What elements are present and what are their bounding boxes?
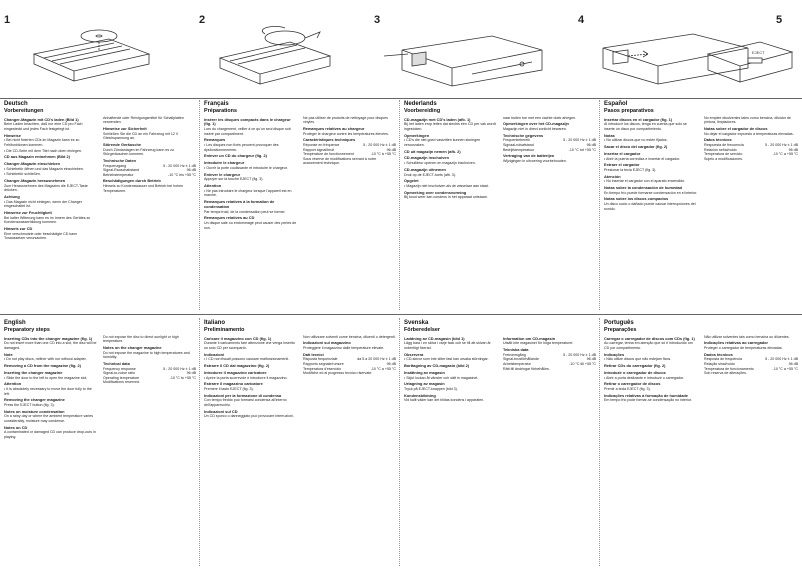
section-english [4, 320, 196, 566]
subheading: Changer-Magazin mit CD's laden (Bild 1) [4, 116, 79, 122]
spec-key: Betriebstemperatur [103, 172, 134, 177]
spec-key: Temperatura d'esercizio [303, 366, 342, 371]
spec-value: 96 dB [586, 142, 596, 147]
spec-value: 96 dB [186, 371, 196, 376]
paragraph: • CD's die niet goed vastzitten kunnen storingen veroorzaken. [404, 138, 481, 147]
paragraph: Rätt till ändringar förbehålles. [503, 366, 550, 371]
subheading: Enlever le chargeur [204, 171, 241, 177]
subheading: Indicazioni sul CD [204, 408, 238, 414]
subheading: Insättning av magasin [404, 369, 445, 375]
spec-value: -10 °C tot +55 °C [568, 147, 596, 152]
paragraph: Modifications reserved. [103, 380, 140, 385]
spec-value: 96 dB [186, 168, 196, 173]
subheading: CD aus Magazin entnehmen (Bild 2) [4, 154, 70, 160]
spec-value: 96 dB [788, 361, 798, 366]
subheading: Opgelet [404, 178, 419, 184]
spec-value: 96 dB [586, 357, 596, 362]
step-number: 3 [374, 14, 381, 26]
section-svenska [404, 320, 596, 566]
section-portugues [604, 320, 798, 566]
spec-value: -10 °C to +55 °C [169, 375, 196, 380]
spec-key: Relação sinal/ruído [704, 361, 735, 366]
paragraph: Par temps froid, de la condensation peut se former. [204, 209, 286, 214]
text-column [604, 335, 698, 404]
text-column [204, 335, 297, 420]
step-number: 5 [776, 14, 783, 26]
text-column [704, 116, 798, 213]
language-title: Svenska [404, 320, 429, 326]
paragraph: • Ouvrir la porte coulissante et introduire le chargeur. [204, 165, 288, 170]
paragraph: Con tempo freddo può formarsi condensa all'interno dell'apparecchio. [204, 398, 287, 407]
subheading: Sacar el disco del cargador (fig. 2) [604, 143, 668, 149]
paragraph: • I CD non fissati possono causare malfunzionamenti. [204, 357, 290, 362]
subheading: Introduire le chargeur [204, 160, 245, 166]
language-title: Español [604, 101, 628, 107]
paragraph: Non utilizzare solventi come benzina, diluenti o detergenti. [303, 334, 396, 339]
subheading: Störende Geräusche [103, 141, 142, 147]
spec-value: -10 °C bis +55 °C [168, 172, 196, 177]
paragraph: • Abrir la puerta corrediza e insertar el cargador. [604, 156, 681, 161]
eject-label: EJECT [752, 50, 765, 55]
spec-key: Frequentiebereik [503, 138, 530, 143]
text-column [704, 335, 798, 404]
subheading: Notas [604, 132, 615, 138]
subheading: Dados técnicos [704, 351, 733, 357]
subheading: Insertar el cargador [604, 150, 641, 156]
subheading: Remarques relatives à la formation de condensation [204, 198, 275, 209]
top-divider [0, 98, 802, 99]
spec-key: Bedrijfstemperatuur [503, 147, 535, 152]
spec-value: -10 °C a +55 °C [772, 366, 798, 371]
paragraph: Durante il caricamento fare attenzione che venga inserito un solo CD per scomparto. [204, 341, 295, 350]
paragraph: Do not insert more than one CD into a slot, the disc will be damaged. [4, 341, 97, 350]
spec-row [103, 173, 196, 178]
spec-key: Respuesta de frecuencia [704, 142, 744, 147]
subheading: Hinweis zur CD [4, 225, 33, 231]
subheading: Attention [4, 381, 22, 387]
spec-value: da 5 a 20 000 Hz ± 1 dB [357, 357, 396, 362]
paragraph: A contaminated or damaged CD can produce drop-outs in playing. [4, 430, 96, 439]
spec-value: 96 dB [386, 361, 396, 366]
paragraph: Tryck på EJECT-knappen (bild 3). [404, 386, 458, 391]
paragraph: • Die CD-Seite mit dem Titel nach oben einlegen. [4, 148, 82, 153]
paragraph: Eine verschmutzte oder beschädigte CD kann Tonaussetzer verursachen. [4, 231, 78, 241]
magazine-load-illustration [14, 24, 164, 90]
subheading: Kondensbildning [404, 392, 436, 398]
section-subtitle: Pasos preparativos [604, 107, 654, 114]
section-espanol [604, 101, 798, 311]
paragraph: Beim Laden beachten, daß nur eine CD pro Fach eingesteckt und jedes Fach festgelegt ist. [4, 122, 83, 131]
spec-key: Resposta de frequência [704, 357, 742, 362]
subheading: Introduzir o carregador de discos [604, 369, 666, 375]
paragraph: • Les disques non fixés peuvent provoquer des dysfonctionnements. [204, 143, 279, 152]
paragraph: Lägg bara i en skiva i varje fack och se till att skivan är ordentligt fixerad. [404, 341, 491, 350]
paragraph: Protéger le chargeur contre les températures élevées. [303, 131, 389, 136]
subheading: Caricare il magazzino con CD (fig. 1) [204, 335, 272, 341]
spec-key: Rapport signal/bruit [303, 147, 335, 152]
paragraph: Sujeto a modificaciones. [704, 156, 743, 161]
paragraph: • Slide the door to the left to open the magazine slot. [4, 375, 88, 380]
spec-value: 5 - 20 000 Hz ± 1 dB [765, 357, 798, 362]
language-title: Français [204, 101, 229, 107]
text-column [503, 335, 596, 404]
subheading: Indicações relativas à formação de humidade [604, 392, 688, 398]
subheading: Hinweise [4, 132, 21, 138]
paragraph: Proteger o carregador de temperaturas elevadas. [704, 345, 783, 350]
spec-row [503, 148, 596, 153]
spec-key: Réponse en fréquence [303, 142, 340, 147]
language-title: Italiano [204, 320, 226, 326]
subheading: Indicações [604, 351, 625, 357]
subheading: Carregar o carregador de discos com CDs (fig. 1) [604, 335, 695, 341]
paragraph: No dejar el cargador expuesto a temperaturas elevadas. [704, 131, 794, 136]
subheading: Notas sobre los discos compactos [604, 196, 669, 202]
subheading: Caractéristiques techniques [303, 137, 356, 143]
spec-value: 5 - 20 000 Hz ± 1 dB [163, 163, 196, 168]
subheading: Removing a CD from the magazine (fig. 2) [4, 362, 81, 368]
section-nederlands [404, 101, 596, 311]
spec-key: Relación señal/ruido [704, 147, 737, 152]
subheading: Insérer les disques compacts dans le chargeur (fig. 1) [204, 116, 291, 127]
paragraph: • Aprire la porta scorrevole e introdurre il magazzino. [204, 375, 288, 380]
subheading: Introdurre il magazzino caricatore [204, 369, 267, 375]
subheading: CD-magazijn met CD's laden (afb. 1) [404, 116, 471, 122]
paragraph: Premere il tasto EJECT (fig. 3). [204, 386, 254, 391]
paragraph: • Schiebetür schließen. [4, 172, 41, 177]
spec-value: 5 - 20 000 Hz ± 1 dB [765, 142, 798, 147]
subheading: Atención [604, 173, 621, 179]
paragraph: Un disco sucio o dañado puede causar interrupciones del sonido. [604, 202, 696, 211]
spec-key: Frequenzgang [103, 163, 127, 168]
text-column [204, 116, 297, 232]
paragraph: En tiempo frío puede formarse condensación en el interior. [604, 190, 698, 195]
paragraph: Sob reserva de alterações. [704, 371, 747, 376]
language-title: Nederlands [404, 101, 437, 107]
paragraph: Appuyer sur la touche EJECT (fig. 3). [204, 177, 264, 182]
paragraph: Lors du chargement, veiller à ce qu'un seul disque soit inséré par compartiment. [204, 127, 291, 136]
subheading: Notes on the changer magazine [103, 344, 162, 350]
paragraph: • Bei nicht fixierten CDs im Magazin kann es zu Fehlfunktionen kommen. [4, 138, 80, 147]
spec-key: Température de fonctionnement [303, 152, 354, 157]
section-deutsch [4, 101, 196, 311]
text-column [604, 116, 698, 213]
step-number: 2 [199, 14, 206, 26]
column-divider [399, 100, 400, 310]
paragraph: • Abrir a porta deslizante e introduzir o carregador. [604, 375, 684, 380]
subheading: Technische Daten [103, 157, 137, 163]
text-column [404, 335, 497, 404]
subheading: Estrarre il magazzino caricatore [204, 381, 263, 387]
section-subtitle: Vorbereitungen [4, 107, 44, 114]
subheading: Indicazioni per la formazione di condensa [204, 392, 282, 398]
column-divider [199, 318, 200, 566]
paragraph: Schließen Sie die CD an ein Fahrzeug mit 12 V Gleichspannung an. [103, 131, 179, 141]
paragraph: • CD-skivor som inte sitter fast kan orsaka störningar. [404, 357, 489, 362]
subheading: Attention [204, 182, 222, 188]
paragraph: Un CD sporco o danneggiato può provocare interruzioni. [204, 414, 294, 419]
text-column [303, 335, 396, 420]
subheading: Indicazioni [204, 351, 225, 357]
paragraph: • Do not play discs, neither with nor without adapter. [4, 357, 87, 362]
section-subtitle: Förberedelser [404, 326, 440, 333]
paragraph: Bei kalter Witterung kann es im Innern des Gerätes zu Kondenswasserbildung kommen. [4, 215, 91, 225]
paragraph: naar buiten toe met een zachte doek afvegen. [503, 115, 577, 120]
subheading: Changer-Magazin einschieben [4, 160, 60, 166]
subheading: Estrarre il CD dal magazzino (fig. 2) [204, 362, 270, 368]
subheading: Retirar o carregador de discos [604, 381, 661, 387]
paragraph: Em tempo frio pode formar-se condensação no interior. [604, 398, 692, 403]
section-italiano [204, 320, 396, 566]
step-number: 1 [4, 14, 11, 26]
paragraph: • Schiebetür öffnen und das Magazin einschieben. [4, 166, 84, 171]
cd-removal-illustration [205, 24, 365, 90]
paragraph: Utsätt inte magasinet för höga temperaturer. [503, 341, 574, 346]
subheading: Note [4, 351, 13, 357]
paragraph: • No insertar el cargador con el aparato encendido. [604, 179, 686, 184]
paragraph: Druk op de EJECT-toets (afb. 3). [404, 172, 457, 177]
spec-key: Signaal-ruisafstand [503, 142, 534, 147]
subheading: Dati tecnici [303, 351, 324, 357]
subheading: Enlever un CD du chargeur (fig. 2) [204, 153, 267, 159]
paragraph: Ao carregar, tenha em atenção que só é introduzido um CD por compartimento. [604, 341, 693, 350]
spec-key: Frequency response [103, 366, 136, 371]
paragraph: • Não utilize discos que não estejam fixos. [604, 357, 672, 362]
section-subtitle: Preparações [604, 326, 637, 333]
middle-divider [0, 314, 802, 315]
spec-value: 5 - 20 000 Hz ± 1 dB [563, 138, 596, 143]
paragraph: • Magazijn niet inschuiven als de wisselaar aan staat. [404, 183, 489, 188]
spec-value: 96 dB [788, 147, 798, 152]
spec-key: Signal-brusförhållande [503, 357, 539, 362]
step-number: 4 [578, 14, 585, 26]
paragraph: Do not expose the disc to direct sunlight or high temperature. [103, 334, 179, 344]
spec-value: 5 - 20 000 Hz ± 1 dB [563, 352, 596, 357]
subheading: Remarques [204, 137, 226, 143]
text-column [4, 116, 97, 242]
subheading: Achtung [4, 193, 20, 199]
paragraph: Presionar la tecla EJECT (fig. 3). [604, 167, 657, 172]
column-divider [599, 318, 600, 566]
spec-value: -10 °C à +55 °C [370, 152, 396, 157]
spec-value: -10 °C a +55 °C [772, 152, 798, 157]
paragraph: • Schuifdeur openen en magazijn inschuiven. [404, 161, 476, 166]
paragraph: • It is absolutely necessary to move the door fully to the left. [4, 386, 92, 396]
spec-key: Rapporto segnale/rumore [303, 361, 344, 366]
text-column [103, 116, 196, 242]
subheading: Datos técnicos [704, 137, 732, 143]
text-column [503, 116, 596, 201]
spec-key: Frekvensgång [503, 352, 526, 357]
subheading: Changer-Magazin herausnehmen [4, 177, 66, 183]
paragraph: Não utilizar solventes tais como benzina ou diluentes. [704, 334, 790, 339]
paragraph: Zum Herausnehmen des Magazins die EJECT-Taste drücken. [4, 183, 88, 193]
spec-value: 5 - 20 000 Hz ± 1 dB [163, 366, 196, 371]
paragraph: On a rainy day or where the ambient temperature varies considerably, moisture may condense. [4, 414, 94, 423]
subheading: Opmerking over condensvorming [404, 189, 467, 195]
spec-key: Temperatura de servicio [704, 152, 743, 157]
paragraph: Durch Zündanlagen im Fahrzeug kann es zu Störgeräuschen kommen. [103, 147, 174, 157]
section-subtitle: Preparatory steps [4, 326, 50, 333]
text-column [4, 335, 97, 441]
language-title: Português [604, 320, 634, 326]
paragraph: Bij het laden erop letten dat slechts één CD per vak wordt ingestoken. [404, 122, 496, 131]
paragraph: Proteggere il magazzino dalle temperature elevate. [303, 345, 385, 350]
paragraph: Vid kallt väder kan det bildas kondens i apparaten. [404, 398, 485, 403]
subheading: Hinweise zur Sicherheit [103, 125, 147, 131]
subheading: Information om CD-magasin [503, 335, 556, 341]
text-column [404, 116, 497, 201]
spec-key: Signal-Rauschabstand [103, 168, 140, 173]
subheading: CD-magazijn uitnemen [404, 166, 446, 172]
subheading: Borttagning av CD-magasin (bild 2) [404, 362, 470, 368]
subheading: Removing the changer magazine [4, 397, 65, 403]
section-francais [204, 101, 396, 311]
subheading: Hinweise zur Feuchtigkeit [4, 209, 52, 215]
paragraph: Premir a tecla EJECT (fig. 3). [604, 386, 651, 391]
paragraph: • Das Magazin nicht einlegen, wenn der Changer eingeschaltet ist. [4, 199, 82, 209]
spec-value: 5 - 20 000 Hz ± 1 dB [363, 142, 396, 147]
subheading: Remarques relatives au CD [204, 215, 255, 221]
spec-key: Temperatura de funcionamento [704, 366, 754, 371]
paragraph: • Ne pas introduire le chargeur lorsque l'appareil est en marche. [204, 188, 292, 198]
section-subtitle: Voorbereiding [404, 107, 441, 114]
paragraph: No emplee disolventes tales como bencina, diluidor de pintura, limpiadores. [704, 115, 791, 125]
subheading: Inserting CDs into the changer magazine (fig. 1) [4, 335, 93, 341]
subheading: Notes on moisture condensation [4, 408, 65, 414]
paragraph: Bij koud weer kan condens in het apparaat ontstaan. [404, 195, 488, 200]
text-column [303, 116, 396, 232]
column-divider [399, 318, 400, 566]
paragraph: Un disque sale ou endommagé peut causer des pertes de son. [204, 220, 297, 230]
language-title: Deutsch [4, 101, 28, 107]
paragraph: Magazijn niet in direct zonlicht bewaren. [503, 126, 567, 131]
subheading: Laddning av CD-magasin (bild 1) [404, 335, 465, 341]
paragraph: • Skjut luckan åt vänster och sätt in magasinet. [404, 375, 479, 380]
subheading: Opmerkingen over het CD-magazijn [503, 121, 569, 127]
subheading: Urtagning av magasin [404, 381, 445, 387]
changer-front-illustration [700, 24, 798, 90]
magazine-insert-illustration [382, 24, 562, 90]
subheading: Notas sobre la condensación de humedad [604, 184, 683, 190]
subheading: Technische gegevens [503, 132, 544, 138]
subheading: Inserting the changer magazine [4, 369, 63, 375]
subheading: Indicações relativas ao carregador [704, 340, 769, 346]
spec-key: Signal-to-noise ratio [103, 371, 135, 376]
spec-value: 96 dB [386, 147, 396, 152]
paragraph: Do not expose the magazine to high temperatures and humidity. [103, 350, 190, 360]
spec-key: Arbetstemperatur [503, 361, 531, 366]
text-column [103, 335, 196, 441]
subheading: Retirar CDs do carregador (fig. 2) [604, 362, 666, 368]
spec-value: -10 °C a +55 °C [370, 366, 396, 371]
spec-key: Operating temperature [103, 375, 140, 380]
paragraph: Press the EJECT button (fig. 3). [4, 402, 55, 407]
spec-value: -10 °C till +55 °C [569, 361, 596, 366]
paragraph: Al introducir los discos, tenga en cuenta que solo se inserte un disco por compartimiento. [604, 122, 687, 131]
paragraph: Hinweis zu Kondenswasser und Betrieb bei hohen Temperaturen. [103, 184, 184, 193]
column-divider [599, 100, 600, 310]
subheading: CD-magazijn inschuiven [404, 155, 449, 161]
paragraph: • No utilizar discos que no estén fijados. [604, 138, 668, 143]
paragraph: Sous réserve de modifications servant à notre avancement technique. [303, 156, 377, 166]
spec-key: Risposta frequenziale [303, 357, 338, 362]
paragraph: Ne pas utiliser de produits de nettoyage pour disques vinyles. [303, 115, 388, 125]
subheading: Opmerkingen [404, 132, 430, 138]
subheading: Observera [404, 351, 424, 357]
subheading: Notes on CD [4, 424, 28, 430]
subheading: CD uit magazijn nemen (afb. 2) [404, 148, 461, 154]
section-subtitle: Preliminamento [204, 326, 245, 333]
subheading: Extraer el cargador [604, 162, 640, 168]
section-subtitle: Préparations [204, 107, 237, 114]
paragraph: Modifiche ed al progresso tecnico riservate. [303, 371, 373, 376]
subheading: Vertraging van de batterijen [503, 153, 555, 159]
subheading: Beschädigungen durch Betrieb [103, 178, 161, 184]
subheading: Insertar discos en el cargador (fig. 1) [604, 116, 673, 122]
paragraph: Wijzigingen in uitvoering voorbehouden. [503, 158, 567, 163]
subheading: Remarques relatives au chargeur [303, 125, 365, 131]
column-divider [199, 100, 200, 310]
paragraph: Anhaftende oder Reinigungsmittel für Schallplatten verwenden. [103, 115, 184, 125]
subheading: Indicazioni sul magazzino [303, 340, 351, 346]
subheading: Notas sobre el cargador de discos [704, 125, 768, 131]
subheading: Tekniska data [503, 346, 529, 352]
subheading: Technical data [103, 360, 130, 366]
language-title: English [4, 320, 26, 326]
